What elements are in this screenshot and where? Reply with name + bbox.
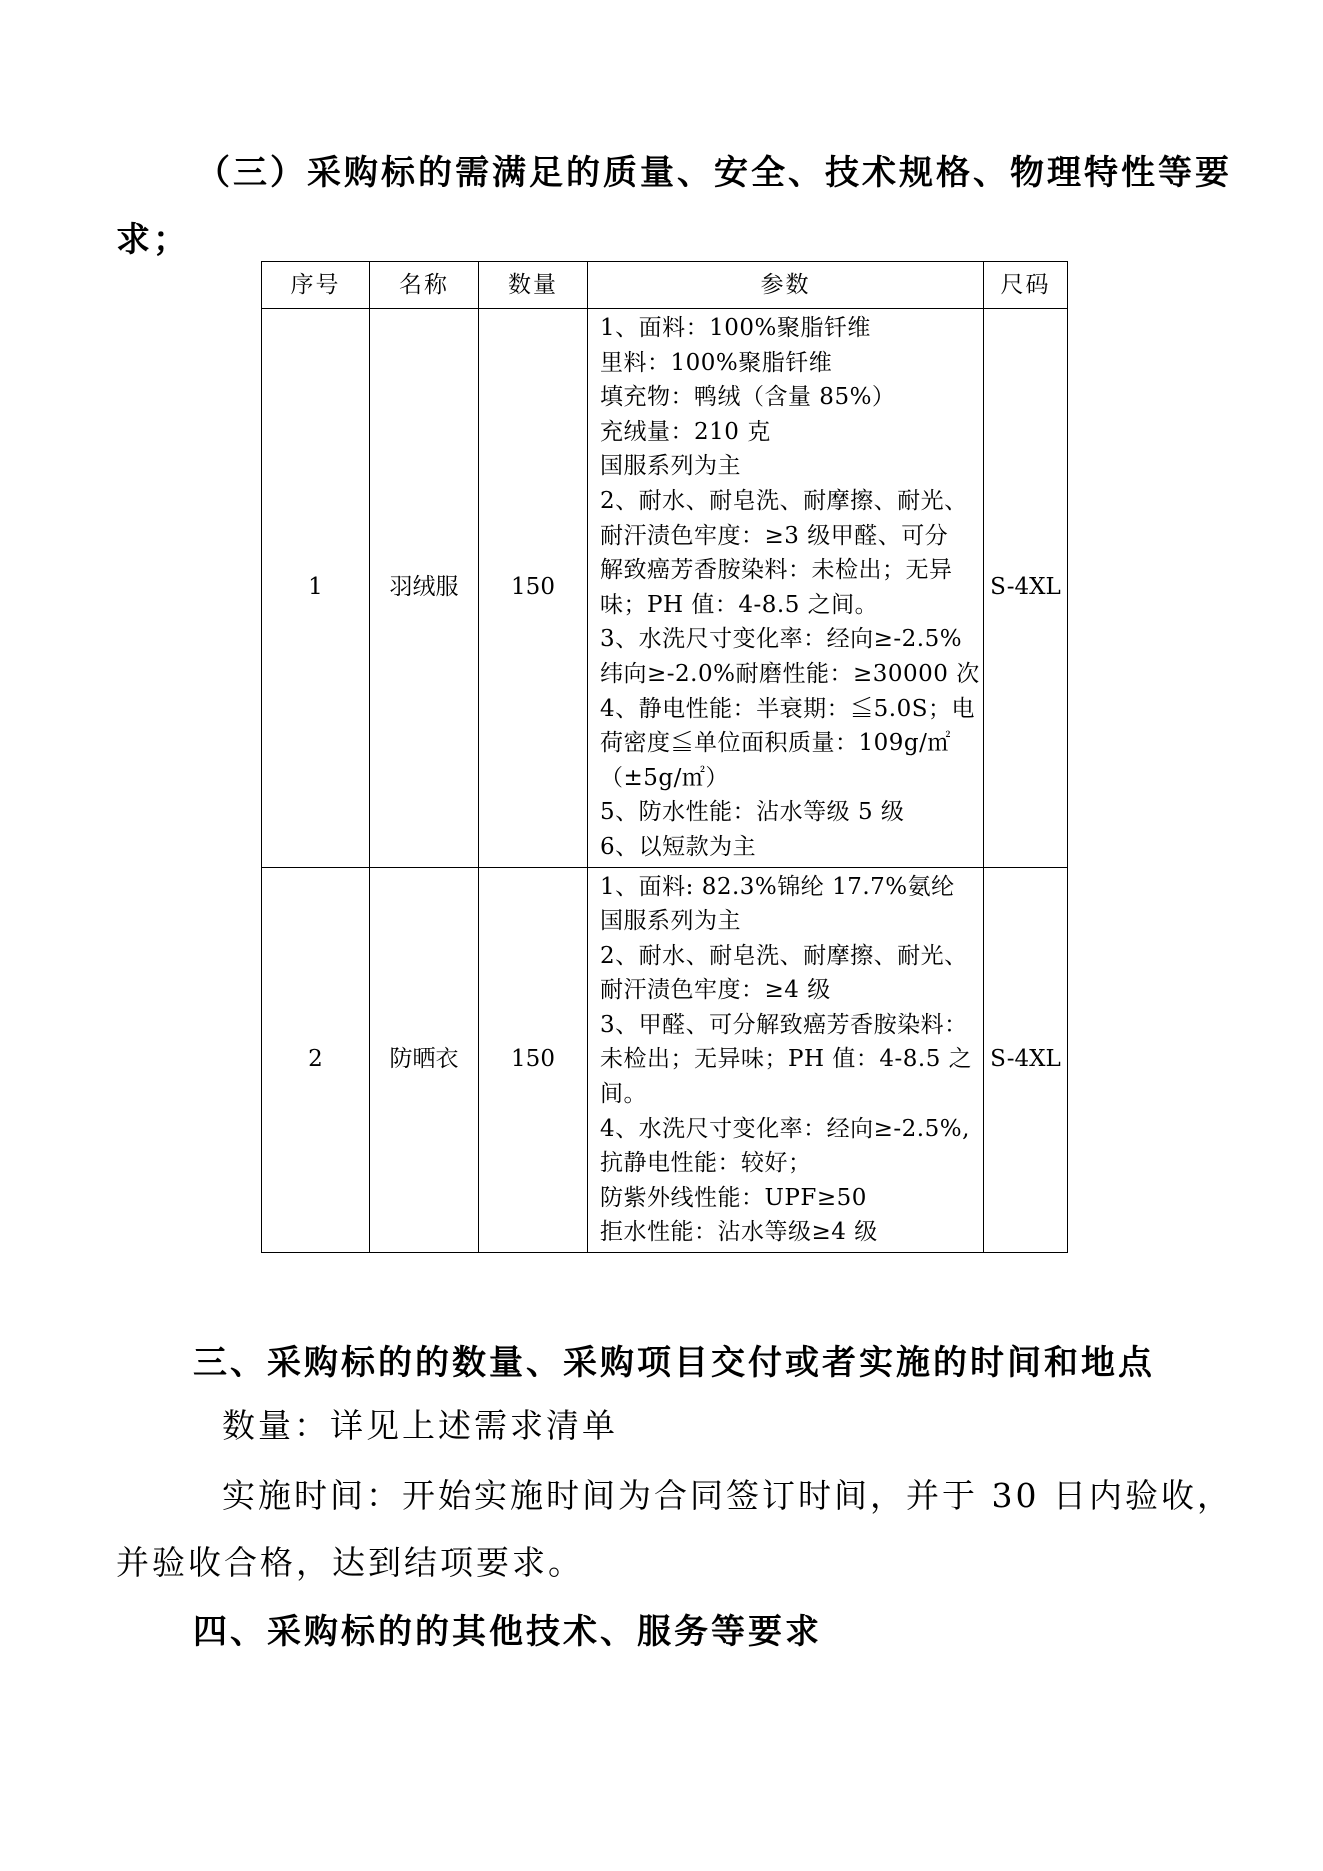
row-name: 防晒衣 xyxy=(370,867,479,1253)
section-4-title: 四、采购标的的其他技术、服务等要求 xyxy=(193,1612,822,1652)
header-params: 参数 xyxy=(588,262,984,309)
header-name: 名称 xyxy=(370,262,479,309)
param-line: 1、面料：100%聚脂钎维 xyxy=(600,315,871,341)
param-line: 4、静电性能：半衰期：≦5.0S；电 xyxy=(600,695,975,722)
param-line: 4、水洗尺寸变化率：经向≥-2.5%, xyxy=(600,1115,970,1142)
row-params xyxy=(588,309,984,868)
param-line: 味；PH 值：4-8.5 之间。 xyxy=(600,591,879,618)
section-3-title: 三、采购标的的数量、采购项目交付或者实施的时间和地点 xyxy=(193,1343,1155,1383)
param-line: 充绒量：210 克 xyxy=(600,418,771,445)
param-line: 3、甲醛、可分解致癌芳香胺染料： xyxy=(600,1011,968,1038)
row-params xyxy=(588,867,984,1253)
param-line: 耐汗渍色牢度：≥4 级 xyxy=(600,977,831,1004)
quantity-paragraph: 数量：详见上述需求清单 xyxy=(222,1406,618,1445)
param-line: 2、耐水、耐皂洗、耐摩擦、耐光、 xyxy=(600,942,968,969)
schedule-paragraph-line1: 实施时间：开始实施时间为合同签订时间，并于 30 日内验收， xyxy=(222,1476,1233,1515)
param-line: （±5g/㎡） xyxy=(600,764,729,791)
table-header-row xyxy=(262,262,1068,309)
param-line: 填充物：鸭绒（含量 85%） xyxy=(600,384,896,411)
subsection-heading-line2: 求； xyxy=(116,220,190,260)
header-index: 序号 xyxy=(262,262,370,309)
param-line: 国服系列为主 xyxy=(600,453,741,480)
param-line: 未检出；无异味；PH 值：4-8.5 之 xyxy=(600,1046,973,1073)
row-size: S-4XL xyxy=(984,867,1068,1253)
param-line: 耐汗渍色牢度：≥3 级甲醛、可分 xyxy=(600,522,949,549)
param-line: 6、以短款为主 xyxy=(600,833,757,860)
requirements-table xyxy=(261,261,1068,1253)
param-line: 间。 xyxy=(600,1081,647,1108)
param-line: 荷密度≦单位面积质量：109g/㎡ xyxy=(600,730,951,757)
param-line: 抗静电性能：较好； xyxy=(600,1150,812,1177)
row-index: 1 xyxy=(262,309,370,868)
param-line: 拒水性能：沾水等级≥4 级 xyxy=(600,1219,878,1246)
param-line: 5、防水性能：沾水等级 5 级 xyxy=(600,799,905,826)
param-line: 3、水洗尺寸变化率：经向≥-2.5% xyxy=(600,626,963,653)
row-quantity: 150 xyxy=(479,309,588,868)
row-index: 2 xyxy=(262,867,370,1253)
row-quantity: 150 xyxy=(479,867,588,1253)
param-line: 2、耐水、耐皂洗、耐摩擦、耐光、 xyxy=(600,487,968,514)
row-name: 羽绒服 xyxy=(370,309,479,868)
param-line: 1、面料: 82.3%锦纶 17.7%氨纶 xyxy=(600,873,955,900)
table-row xyxy=(262,309,1068,868)
schedule-paragraph-line2: 并验收合格，达到结项要求。 xyxy=(116,1543,584,1582)
row-size: S-4XL xyxy=(984,309,1068,868)
param-line: 里料：100%聚脂钎维 xyxy=(600,349,833,376)
header-quantity: 数量 xyxy=(479,262,588,309)
subsection-heading-line1: （三）采购标的需满足的质量、安全、技术规格、物理特性等要 xyxy=(196,153,1232,193)
header-size: 尺码 xyxy=(984,262,1068,309)
param-line: 防紫外线性能：UPF≥50 xyxy=(600,1184,867,1211)
param-line: 解致癌芳香胺染料：未检出；无异 xyxy=(600,557,953,584)
param-line: 纬向≥-2.0%耐磨性能：≥30000 次 xyxy=(600,660,980,687)
param-line: 国服系列为主 xyxy=(600,908,741,935)
table-row xyxy=(262,867,1068,1253)
